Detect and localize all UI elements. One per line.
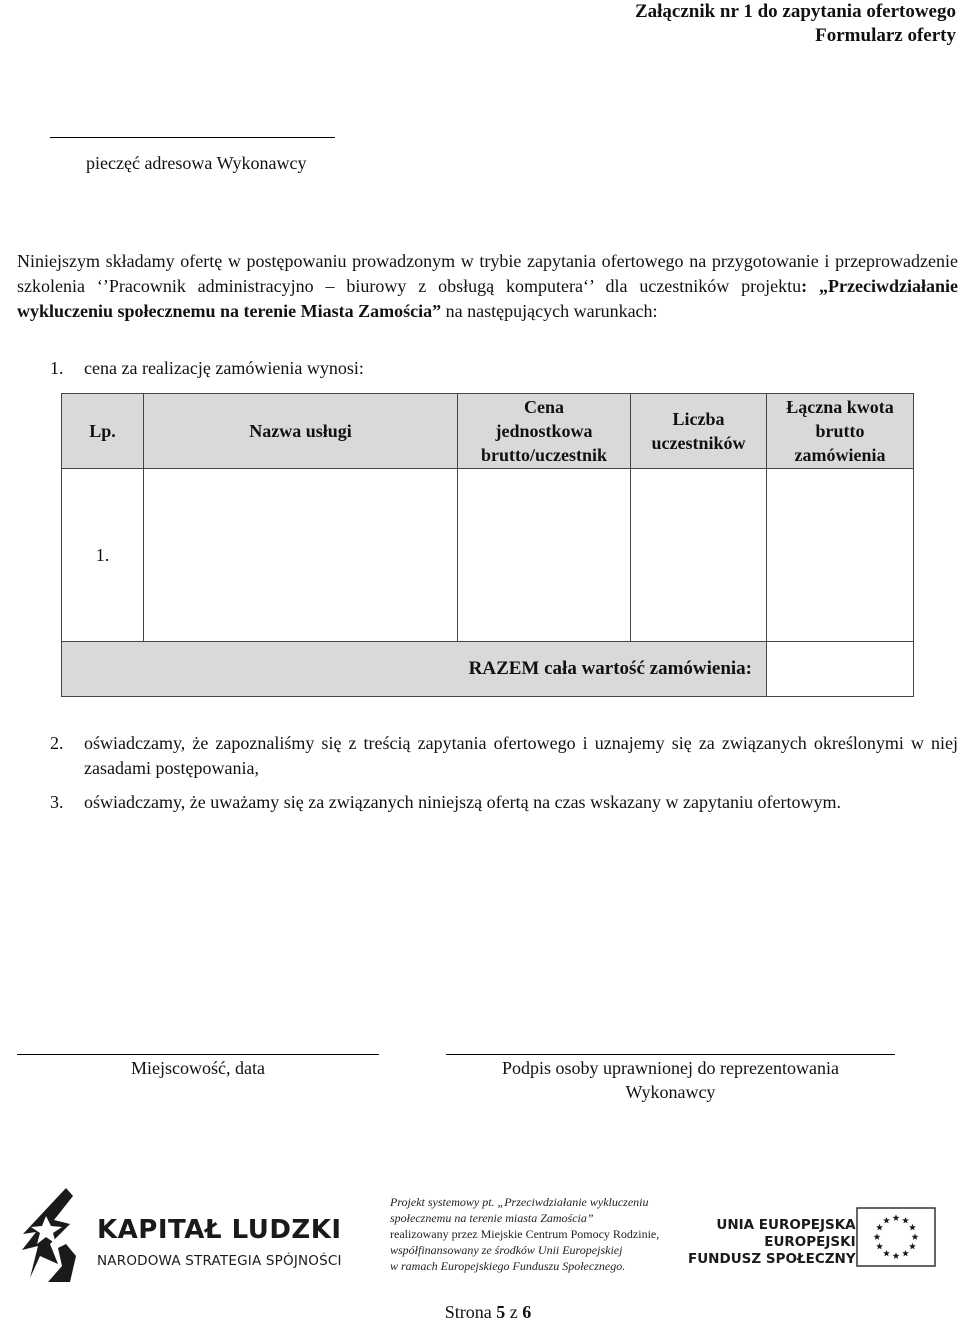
cell-lp: 1.	[62, 469, 144, 642]
header-total-amount	[767, 394, 914, 469]
item-text: oświadczamy, że uważamy się za związanych niniejszą ofertą na czas wskazany w zapytaniu ofertowym.	[84, 792, 841, 812]
strategy-text: NARODOWA STRATEGIA SPÓJNOŚCI	[97, 1253, 342, 1269]
kapital-ludzki-text: KAPITAŁ LUDZKI	[97, 1215, 342, 1245]
item-text: cena za realizację zamówienia wynosi:	[84, 358, 364, 378]
header-unit-price	[458, 394, 631, 469]
place-date-label: Miejscowość, data	[131, 1058, 265, 1078]
cell-total-amount[interactable]	[767, 469, 914, 642]
header-total-l1: Łączna kwota	[786, 397, 894, 417]
signature-label	[446, 1056, 895, 1104]
eu-text-l2: EUROPEJSKI	[764, 1234, 856, 1250]
intro-text-end: na następujących warunkach:	[441, 301, 658, 321]
sum-value[interactable]	[767, 642, 914, 697]
eu-text-l1: UNIA EUROPEJSKA	[716, 1217, 856, 1233]
intro-text: Niniejszym składamy ofertę w postępowaniu prowadzonym w trybie zapytania ofertowego na przygotowanie i przeprowadzenie szkolenia ‘’Pracownik administracyjno – biurowy z obsługą komputera‘’ dla uczestników projektu	[17, 251, 958, 296]
item-number: 3.	[50, 792, 64, 812]
cell-participant-count[interactable]	[631, 469, 767, 642]
project-title: „Przeciwdziałanie wykluczeniu społecznemu na terenie Miasta Zamościa”	[17, 276, 958, 321]
cell-unit-price[interactable]	[458, 469, 631, 642]
header-total-l3: zamówienia	[794, 445, 886, 465]
offer-table	[61, 393, 914, 697]
eu-flag-icon	[856, 1207, 936, 1267]
item-2	[50, 731, 958, 781]
table-row	[62, 469, 914, 642]
sum-label: RAZEM cała wartość zamówienia:	[62, 642, 767, 697]
project-info	[390, 1194, 670, 1274]
eu-logo-text	[688, 1217, 856, 1268]
place-date-line	[17, 1054, 379, 1055]
annex-title: Załącznik nr 1 do zapytania ofertowego	[634, 1, 956, 22]
project-info-l3: realizowany przez Miejskie Centrum Pomocy Rodzinie,	[390, 1227, 660, 1241]
header-unit-price-l1: Cena	[524, 397, 564, 417]
stamp-label: pieczęć adresowa Wykonawcy	[86, 153, 307, 173]
signature-label-l1: Podpis osoby uprawnionej do reprezentowania	[502, 1058, 839, 1078]
item-number: 2.	[50, 733, 64, 753]
project-info-l1: Projekt systemowy pt. „Przeciwdziałanie wykluczeniu	[390, 1195, 649, 1209]
item-3	[50, 790, 958, 815]
header-unit-price-l3: brutto/uczestnik	[481, 445, 607, 465]
cell-service-name[interactable]	[144, 469, 458, 642]
signature-label-l2: Wykonawcy	[625, 1082, 716, 1102]
intro-paragraph	[17, 249, 958, 324]
page-current: 5	[496, 1302, 506, 1322]
item-text: oświadczamy, że zapoznaliśmy się z treścią zapytania ofertowego i uznajemy się za związanych określonymi w niej zasadami postępowania,	[84, 733, 958, 778]
header-lp: Lp.	[62, 394, 144, 469]
item-number: 1.	[50, 358, 64, 378]
signature-line	[446, 1054, 895, 1055]
header-count-l1: Liczba	[672, 409, 725, 429]
header-participant-count	[631, 394, 767, 469]
table-header-row	[62, 394, 914, 469]
project-info-l2: społecznemu na terenie miasta Zamościa”	[390, 1211, 594, 1225]
stamp-line	[50, 137, 335, 138]
item-1	[50, 358, 364, 379]
table-sum-row	[62, 642, 914, 697]
header-count-l2: uczestników	[651, 433, 746, 453]
project-info-l4: współfinansowany ze środków Unii Europejskiej	[390, 1243, 623, 1257]
form-title: Formularz oferty	[815, 25, 956, 46]
header-total-l2: brutto	[815, 421, 865, 441]
document-header	[635, 0, 956, 48]
page-prefix: Strona	[444, 1302, 492, 1322]
page-number	[0, 1302, 960, 1323]
intro-colon: :	[801, 276, 820, 296]
project-info-l5: w ramach Europejskiego Funduszu Społecznego.	[390, 1259, 626, 1273]
header-service-name: Nazwa usługi	[144, 394, 458, 469]
page-total: 6	[522, 1302, 532, 1322]
eu-text-l3: FUNDUSZ SPOŁECZNY	[688, 1251, 856, 1267]
header-unit-price-l2: jednostkowa	[495, 421, 593, 441]
page-separator: z	[509, 1302, 518, 1322]
